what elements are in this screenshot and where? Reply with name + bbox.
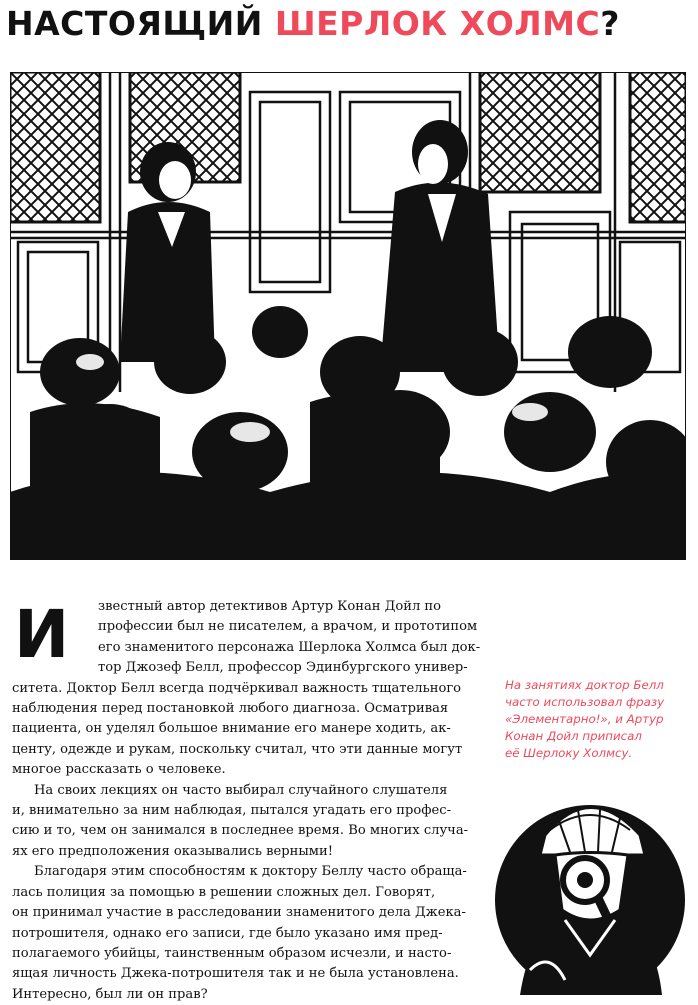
lecture-hall-illustration — [10, 72, 686, 560]
sidebar-line: Конан Дойл приписал — [505, 729, 642, 743]
text-line: центу, одежде и рукам, поскольку считал, что эти данные могут — [12, 741, 463, 757]
text-line: и, внимательно за ним наблюдая, пытался угадать его профес- — [12, 803, 452, 819]
text-line: пациента, он уделял большое внимание его манере ходить, ак- — [12, 721, 451, 737]
text-line: его знаменитого персонажа Шерлока Холмса был док- — [98, 639, 481, 655]
paragraph-2 — [12, 781, 469, 863]
drop-cap-letter-icon — [12, 599, 70, 665]
lecture-hall-icon — [10, 72, 686, 560]
text-line: потрошителя, однако его записи, где было указано имя пред- — [12, 925, 443, 941]
sidebar-note — [505, 677, 690, 762]
text-line: ситета. Доктор Белл всегда подчёркивал важность тщательного — [12, 680, 462, 696]
title-text-dark: НАСТОЯЩИЙ — [6, 4, 263, 43]
text-line: он принимал участие в расследовании знаменитого дела Джека- — [12, 905, 466, 921]
sidebar-line: часто использовал фразу — [505, 695, 665, 709]
svg-text:И: И — [14, 599, 70, 665]
paragraph-3 — [12, 862, 467, 1005]
text-line: наблюдения перед постановкой любого диагноза. Осматривая — [12, 701, 449, 717]
text-line: полагаемого убийцы, таинственным образом исчезли, и насто- — [12, 945, 452, 961]
sidebar-line: На занятиях доктор Белл — [505, 678, 664, 692]
paragraph-1 — [12, 597, 481, 781]
text-line: тор Джозеф Белл, профессор Эдинбургского универ- — [98, 660, 468, 676]
sherlock-magnifier-icon — [490, 780, 690, 995]
text-line: многое рассказать о человеке. — [12, 762, 226, 778]
text-line: лась полиция за помощью в решении сложных дел. Говорят, — [12, 884, 436, 900]
text-line: ящая личность Джека-потрошителя так и не была установлена. — [12, 966, 459, 982]
text-line: сию и то, чем он занимался в последнее время. Во многих случа- — [12, 823, 469, 839]
text-line: Интересно, был ли он прав? — [12, 986, 208, 1002]
sherlock-portrait — [490, 780, 690, 995]
text-line: профессии был не писателем, а врачом, и прототипом — [98, 619, 478, 635]
title-question-mark: ? — [600, 4, 620, 43]
text-line: ях его предположения оказывались верными! — [12, 843, 333, 859]
sidebar-line: «Элементарно!», и Артур — [505, 712, 664, 726]
text-line: звестный автор детективов Артур Конан Дойл по — [98, 599, 442, 614]
drop-cap — [12, 599, 70, 665]
title-text-red: ШЕРЛОК ХОЛМС — [274, 4, 601, 43]
text-line: На своих лекциях он часто выбирал случайного слушателя — [34, 782, 448, 798]
sidebar-line: её Шерлоку Холмсу. — [505, 746, 633, 760]
page-title — [6, 4, 646, 54]
text-line: Благодаря этим способностям к доктору Беллу часто обраща- — [34, 864, 467, 880]
article-body — [12, 597, 481, 1005]
